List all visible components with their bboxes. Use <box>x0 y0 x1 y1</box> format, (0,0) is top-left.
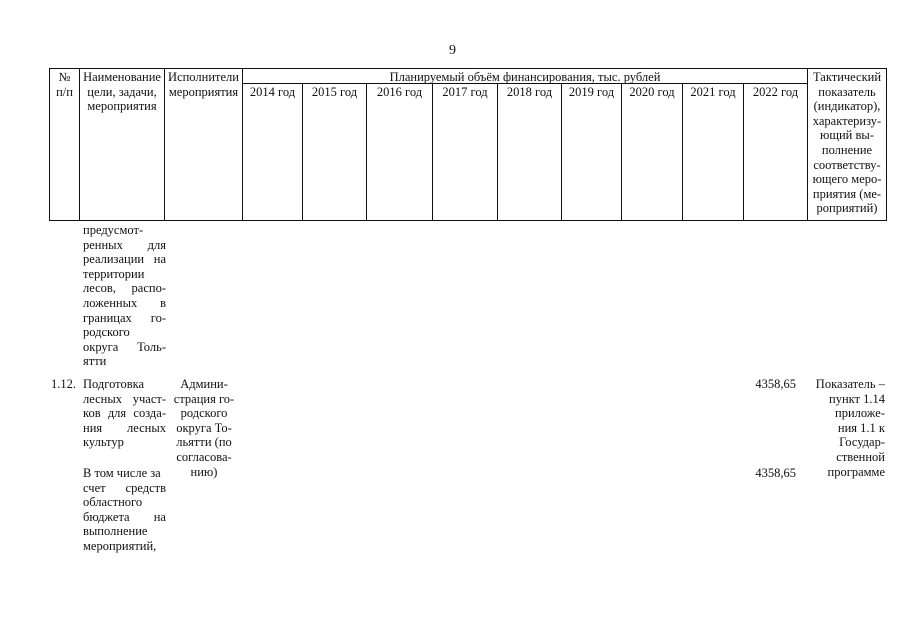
header-year: 2016 год <box>376 85 423 99</box>
header-year: 2018 год <box>506 85 553 99</box>
row-value-2022: 4358,65 <box>755 377 796 391</box>
header-year: 2022 год <box>752 85 799 99</box>
header-year: 2017 год <box>442 85 488 99</box>
header-col-executors: Исполнители мероприятия <box>168 70 239 99</box>
header-col-number: № п/п <box>56 70 73 99</box>
continuation-name-text: предусмот- ренных для реализации на территории лесов, распо- ложенных в границах го- родского округа Толь- ятти <box>83 223 166 369</box>
header-col-indicator: Тактический показатель (индикатор), характеризу- ющий вы- полнение соответству- ющего меро- приятия (ме- роприятий) <box>812 70 882 216</box>
row-sub-name-text: В том числе за счет средств областного бюджета на выполнение мероприятий, <box>83 466 166 553</box>
header-funding-title: Планируемый объём финансирования, тыс. рублей <box>389 70 661 84</box>
header-year: 2015 год <box>311 85 358 99</box>
row-indicator-text: Показатель – пункт 1.14 приложе- ния 1.1 к Государ- ственной программе <box>815 377 885 479</box>
header-year: 2020 год <box>629 85 675 99</box>
row-name-text: Подготовка лесных участ- ков для созда- ния лесных культур <box>83 377 166 450</box>
header-col-name: Наименование цели, задачи, мероприятия <box>83 70 161 114</box>
header-year: 2014 год <box>249 85 296 99</box>
header-year: 2019 год <box>568 85 615 99</box>
page-number: 9 <box>449 43 456 58</box>
row-sub-value-2022: 4358,65 <box>755 466 796 480</box>
row-executor-text: Админи- страция го- родского округа То- льятти (по согласова- нию) <box>173 377 235 479</box>
row-number: 1.12. <box>51 377 76 391</box>
header-year: 2021 год <box>690 85 736 99</box>
